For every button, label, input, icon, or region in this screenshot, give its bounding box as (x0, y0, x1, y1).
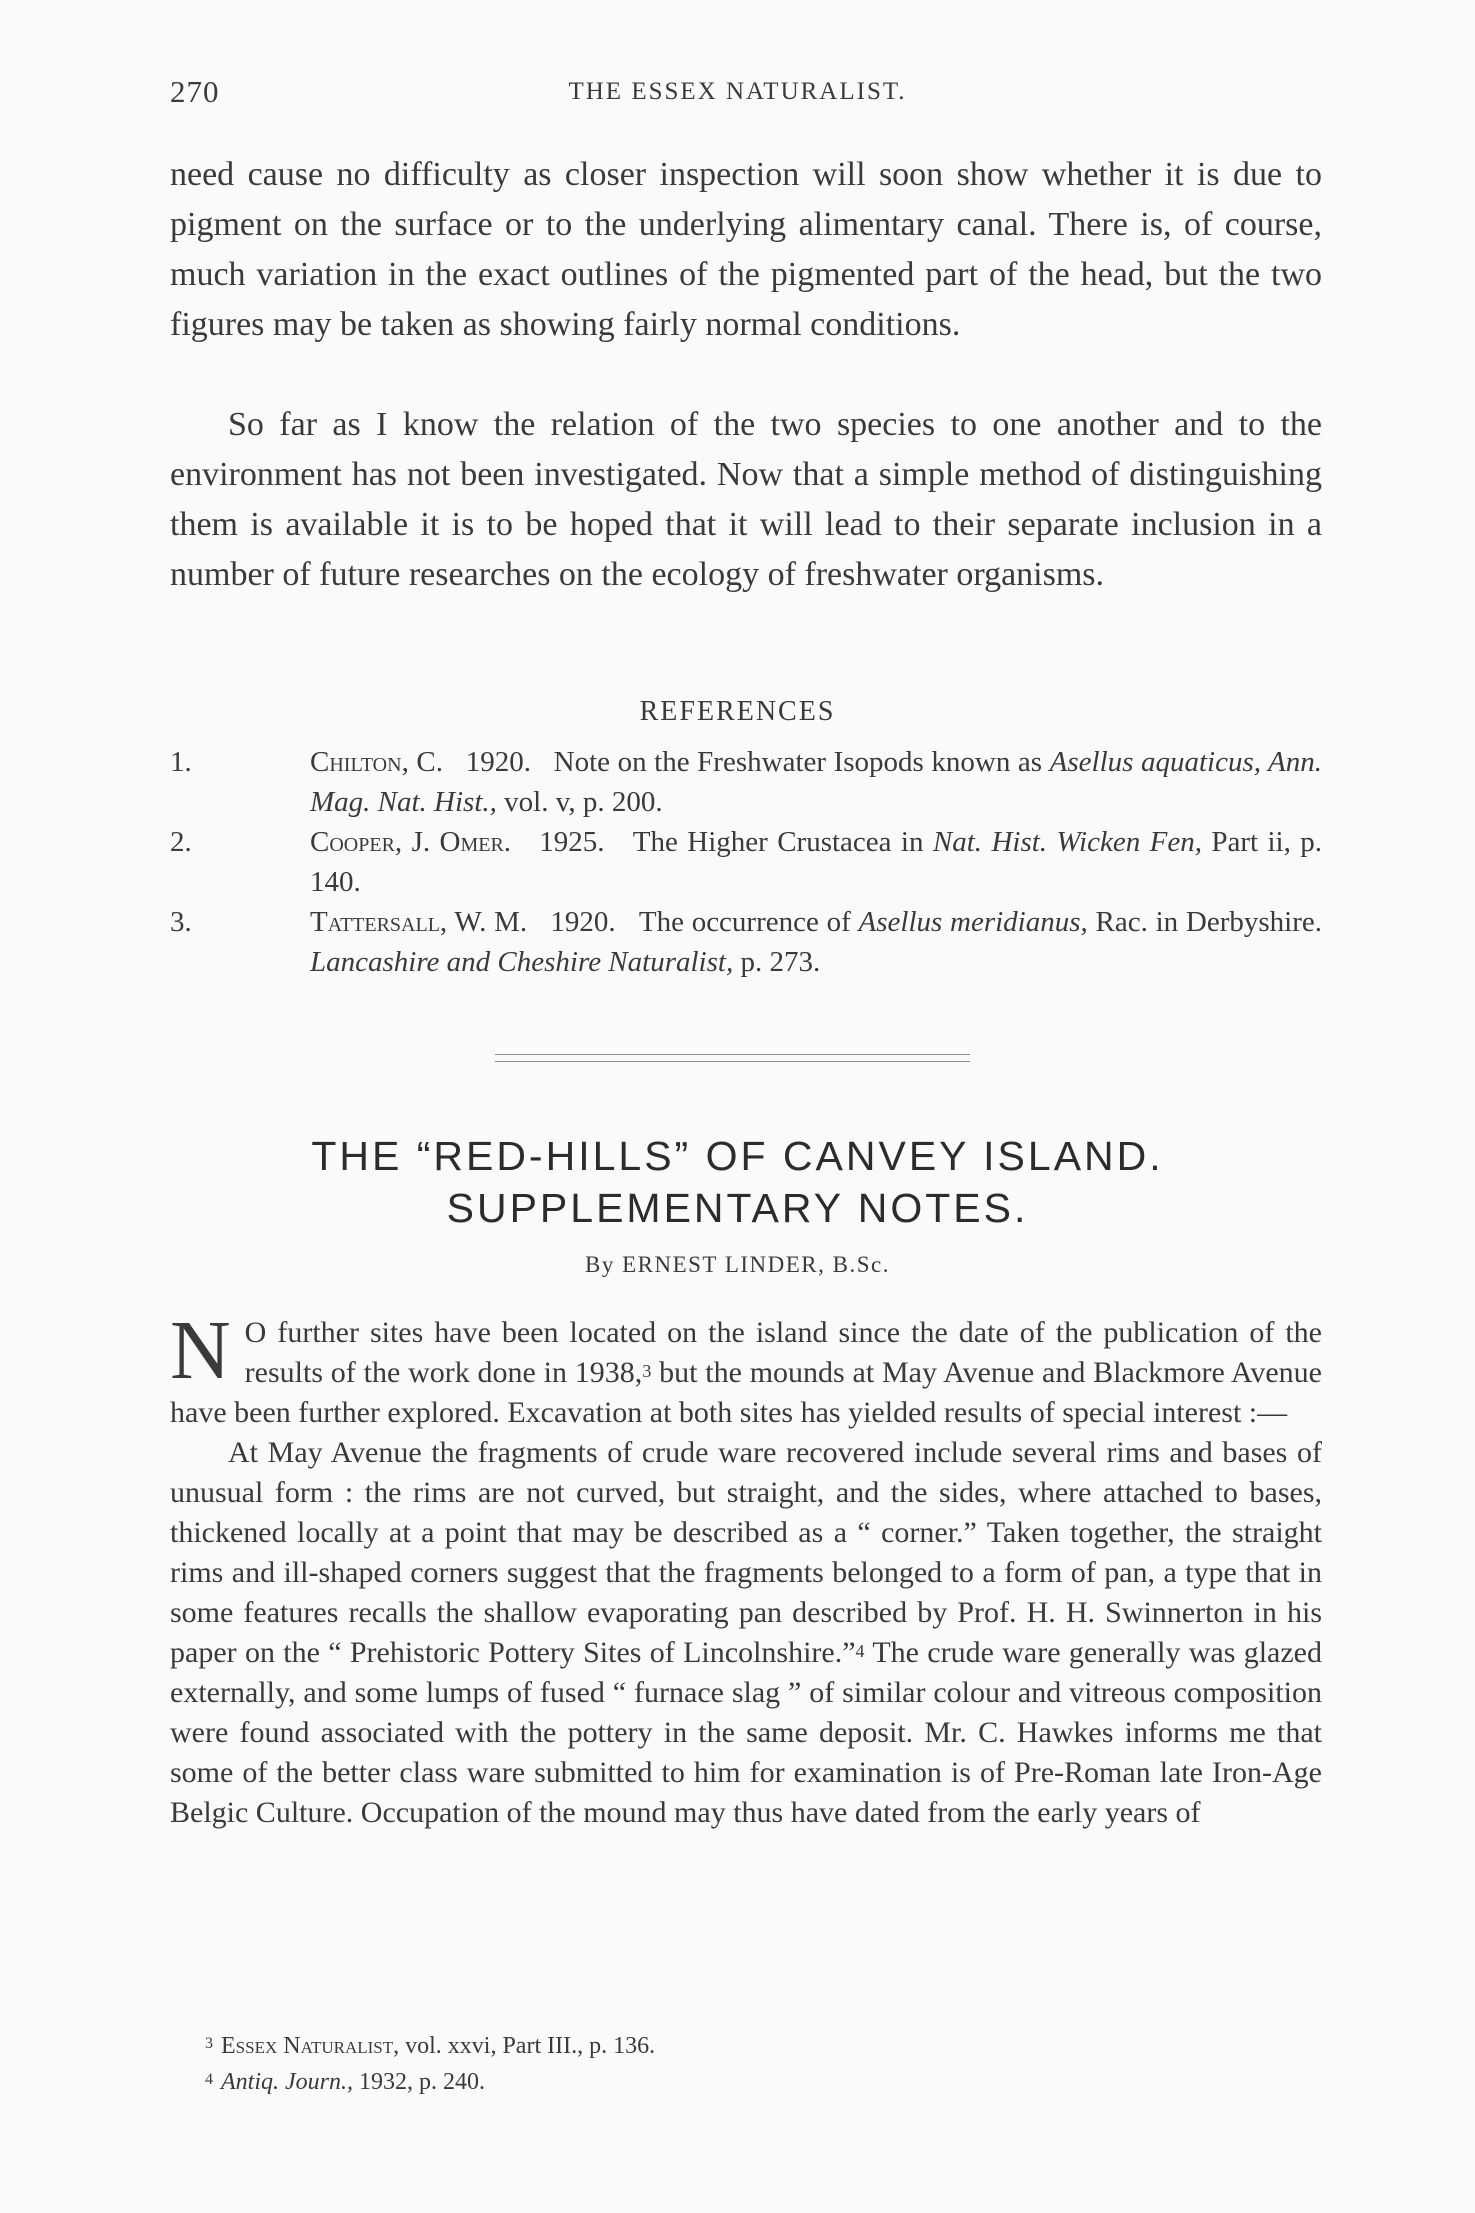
article-paragraph (170, 1304, 1322, 1433)
body-paragraph-2 (170, 400, 1322, 600)
article-title-line: SUPPLEMENTARY NOTES. (446, 1185, 1029, 1231)
body-paragraph-1 (170, 150, 1322, 350)
footnote-detail: 1932, p. 240. (353, 2069, 485, 2095)
article-title (150, 1130, 1325, 1234)
footnote-marker: 4 (205, 2071, 213, 2088)
drop-cap: N (170, 1304, 231, 1397)
reference-author: Tattersall, W. M. (310, 906, 528, 938)
article-byline: By ERNEST LINDER, B.Sc. (585, 1252, 890, 1277)
reference-item (170, 822, 1322, 902)
article-title-line: THE “RED-HILLS” OF CANVEY ISLAND. (311, 1133, 1164, 1179)
reference-text: vol. v, p. 200. (496, 786, 663, 818)
footnote-source: Essex Naturalist, (221, 2033, 400, 2059)
page-number: 270 (170, 74, 220, 109)
reference-item (170, 742, 1322, 822)
reference-text: The occurrence of (638, 906, 859, 938)
reference-item (170, 902, 1322, 982)
reference-number: 2. (170, 826, 192, 858)
running-head (0, 74, 1475, 114)
footnote-ref: 4 (855, 1641, 865, 1661)
footnote-detail: vol. xxvi, Part III., p. 136. (399, 2033, 656, 2059)
paragraph-text: but the mounds at May Avenue and Blackmore Avenue have been further explored. Excavation at both sites has yielded results of special interest :— (170, 1356, 1322, 1429)
footnote-marker: 3 (205, 2035, 213, 2052)
reference-number: 3. (170, 906, 192, 938)
reference-italic: Nat. Hist. Wicken Fen, (932, 826, 1202, 858)
reference-number: 1. (170, 746, 192, 778)
reference-year: 1920. (550, 906, 616, 938)
footnote (205, 2028, 1255, 2064)
reference-italic: Asellus meridianus, (858, 906, 1088, 938)
footnote-source: Antiq. Journ., (221, 2069, 353, 2095)
reference-text: Note on the Freshwater Isopods known as (553, 746, 1050, 778)
reference-author: Chilton, C. (310, 746, 443, 778)
footnotes (205, 2028, 1255, 2100)
journal-title: THE ESSEX NATURALIST. (568, 78, 907, 105)
paragraph-text: need cause no difficulty as closer inspection will soon show whether it is due to pigment on the surface or to the underlying alimentary canal. There is, of course, much variation in the exact outlines of the pigmented part of the head, but the two figures may be taken as showing fairly normal conditions. (170, 156, 1322, 343)
section-divider (495, 1061, 970, 1062)
reference-text: Rac. in Derbyshire. (1087, 906, 1322, 938)
reference-italic: Asellus aquaticus, Ann. Mag. Nat. Hist., (310, 746, 1323, 818)
footnote (205, 2064, 1255, 2100)
reference-year: 1925. (539, 826, 605, 858)
reference-text: p. 273. (733, 946, 821, 978)
paragraph-text: The crude ware generally was glazed externally, and some lumps of fused “ furnace slag ” of similar colour and vitreous composition were found associated with the pottery in the same deposit. Mr. C. Hawkes informs me that some of the better class ware submitted to him for examination is of Pre-Roman late Iron-Age Belgic Culture. Occupation of the mound may thus have dated from the early years of (170, 1636, 1322, 1829)
paragraph-text: O further sites have been located on the island since the date of the publication of the results of the work done in 1938, (244, 1316, 1322, 1389)
article-paragraph (170, 1433, 1322, 1833)
reference-italic: Lancashire and Cheshire Naturalist, (310, 946, 734, 978)
paragraph-text: At May Avenue the fragments of crude ware recovered include several rims and bases of unusual form : the rims are not curved, but straight, and the sides, where attached to bases, thickened locally at a point that may be described as a “ corner.” Taken together, the straight rims and ill-shaped corners suggest that the fragments belonged to a form of pan, a type that in some features recalls the shallow evaporating pan described by Prof. H. H. Swinnerton in his paper on the “ Prehistoric Pottery Sites of Lincolnshire.” (170, 1436, 1322, 1669)
references-list (170, 742, 1322, 982)
reference-text: Part ii, p. 140. (310, 826, 1323, 898)
reference-year: 1920. (465, 746, 531, 778)
article-body (170, 1304, 1322, 1833)
section-divider (495, 1054, 970, 1055)
references-heading: REFERENCES (639, 696, 836, 727)
paragraph-text: So far as I know the relation of the two species to one another and to the environment has not been investigated. Now that a simple method of distinguishing them is available it is to be hoped that it will lead to their separate inclusion in a number of future researches on the ecology of freshwater organisms. (170, 406, 1322, 593)
reference-text: The Higher Crustacea in (632, 826, 933, 858)
footnote-ref: 3 (642, 1361, 652, 1381)
reference-author: Cooper, J. Omer. (310, 826, 512, 858)
